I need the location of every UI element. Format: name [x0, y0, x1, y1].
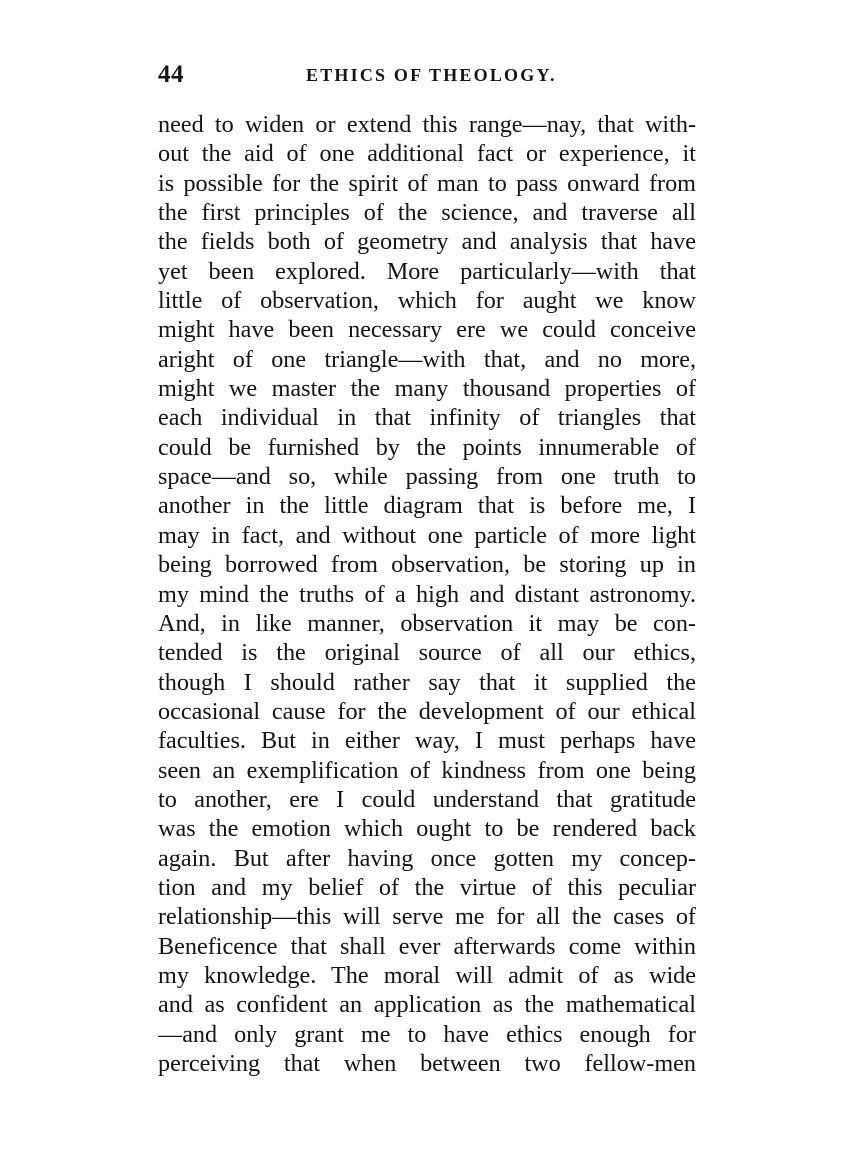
- text-line: each individual in that infinity of triangles that: [158, 404, 696, 432]
- text-line: And, in like manner, observation it may be con-: [158, 609, 696, 637]
- text-line: yet been explored. More particularly—with that: [158, 257, 696, 285]
- text-line: occasional cause for the development of our ethical: [158, 697, 696, 725]
- text-line: —and only grant me to have ethics enough for: [158, 1020, 696, 1048]
- text-line: seen an exemplification of kindness from one being: [158, 756, 696, 784]
- text-line: need to widen or extend this range—nay, that with-: [158, 111, 696, 138]
- body-text: [158, 110, 696, 1078]
- page-number: 44: [158, 61, 184, 88]
- running-head: [158, 58, 698, 92]
- text-line: being borrowed from observation, be storing up in: [158, 551, 696, 579]
- text-line: aright of one triangle—with that, and no more,: [158, 345, 696, 373]
- text-line: though I should rather say that it supplied the: [158, 668, 696, 696]
- text-line: space—and so, while passing from one truth to: [158, 463, 696, 491]
- text-line: Beneficence that shall ever afterwards come within: [158, 932, 696, 960]
- text-line: may in fact, and without one particle of more light: [158, 521, 696, 549]
- text-line: might we master the many thousand properties of: [158, 375, 696, 403]
- text-line: my mind the truths of a high and distant astronomy.: [158, 580, 696, 608]
- text-line: and as confident an application as the mathematical: [158, 991, 696, 1019]
- text-line: might have been necessary ere we could conceive: [158, 316, 696, 344]
- text-line: my knowledge. The moral will admit of as wide: [158, 961, 696, 989]
- text-line: is possible for the spirit of man to pass onward from: [158, 169, 696, 197]
- text-line: the fields both of geometry and analysis that have: [158, 228, 696, 256]
- text-line: relationship—this will serve me for all the cases of: [158, 903, 696, 931]
- text-line: another in the little diagram that is before me, I: [158, 492, 696, 520]
- text-line: out the aid of one additional fact or experience, it: [158, 140, 696, 168]
- text-line: the first principles of the science, and traverse all: [158, 199, 696, 227]
- text-line: again. But after having once gotten my concep-: [158, 844, 696, 872]
- text-line: could be furnished by the points innumerable of: [158, 433, 696, 461]
- running-title: ETHICS OF THEOLOGY.: [306, 65, 557, 85]
- text-line: little of observation, which for aught we know: [158, 287, 696, 315]
- text-line: perceiving that when between two fellow-men: [158, 1050, 696, 1077]
- text-line: was the emotion which ought to be rendered back: [158, 815, 696, 843]
- text-line: faculties. But in either way, I must perhaps have: [158, 727, 696, 755]
- text-line: tended is the original source of all our ethics,: [158, 639, 696, 667]
- text-line: to another, ere I could understand that gratitude: [158, 785, 696, 813]
- text-line: tion and my belief of the virtue of this peculiar: [158, 873, 696, 901]
